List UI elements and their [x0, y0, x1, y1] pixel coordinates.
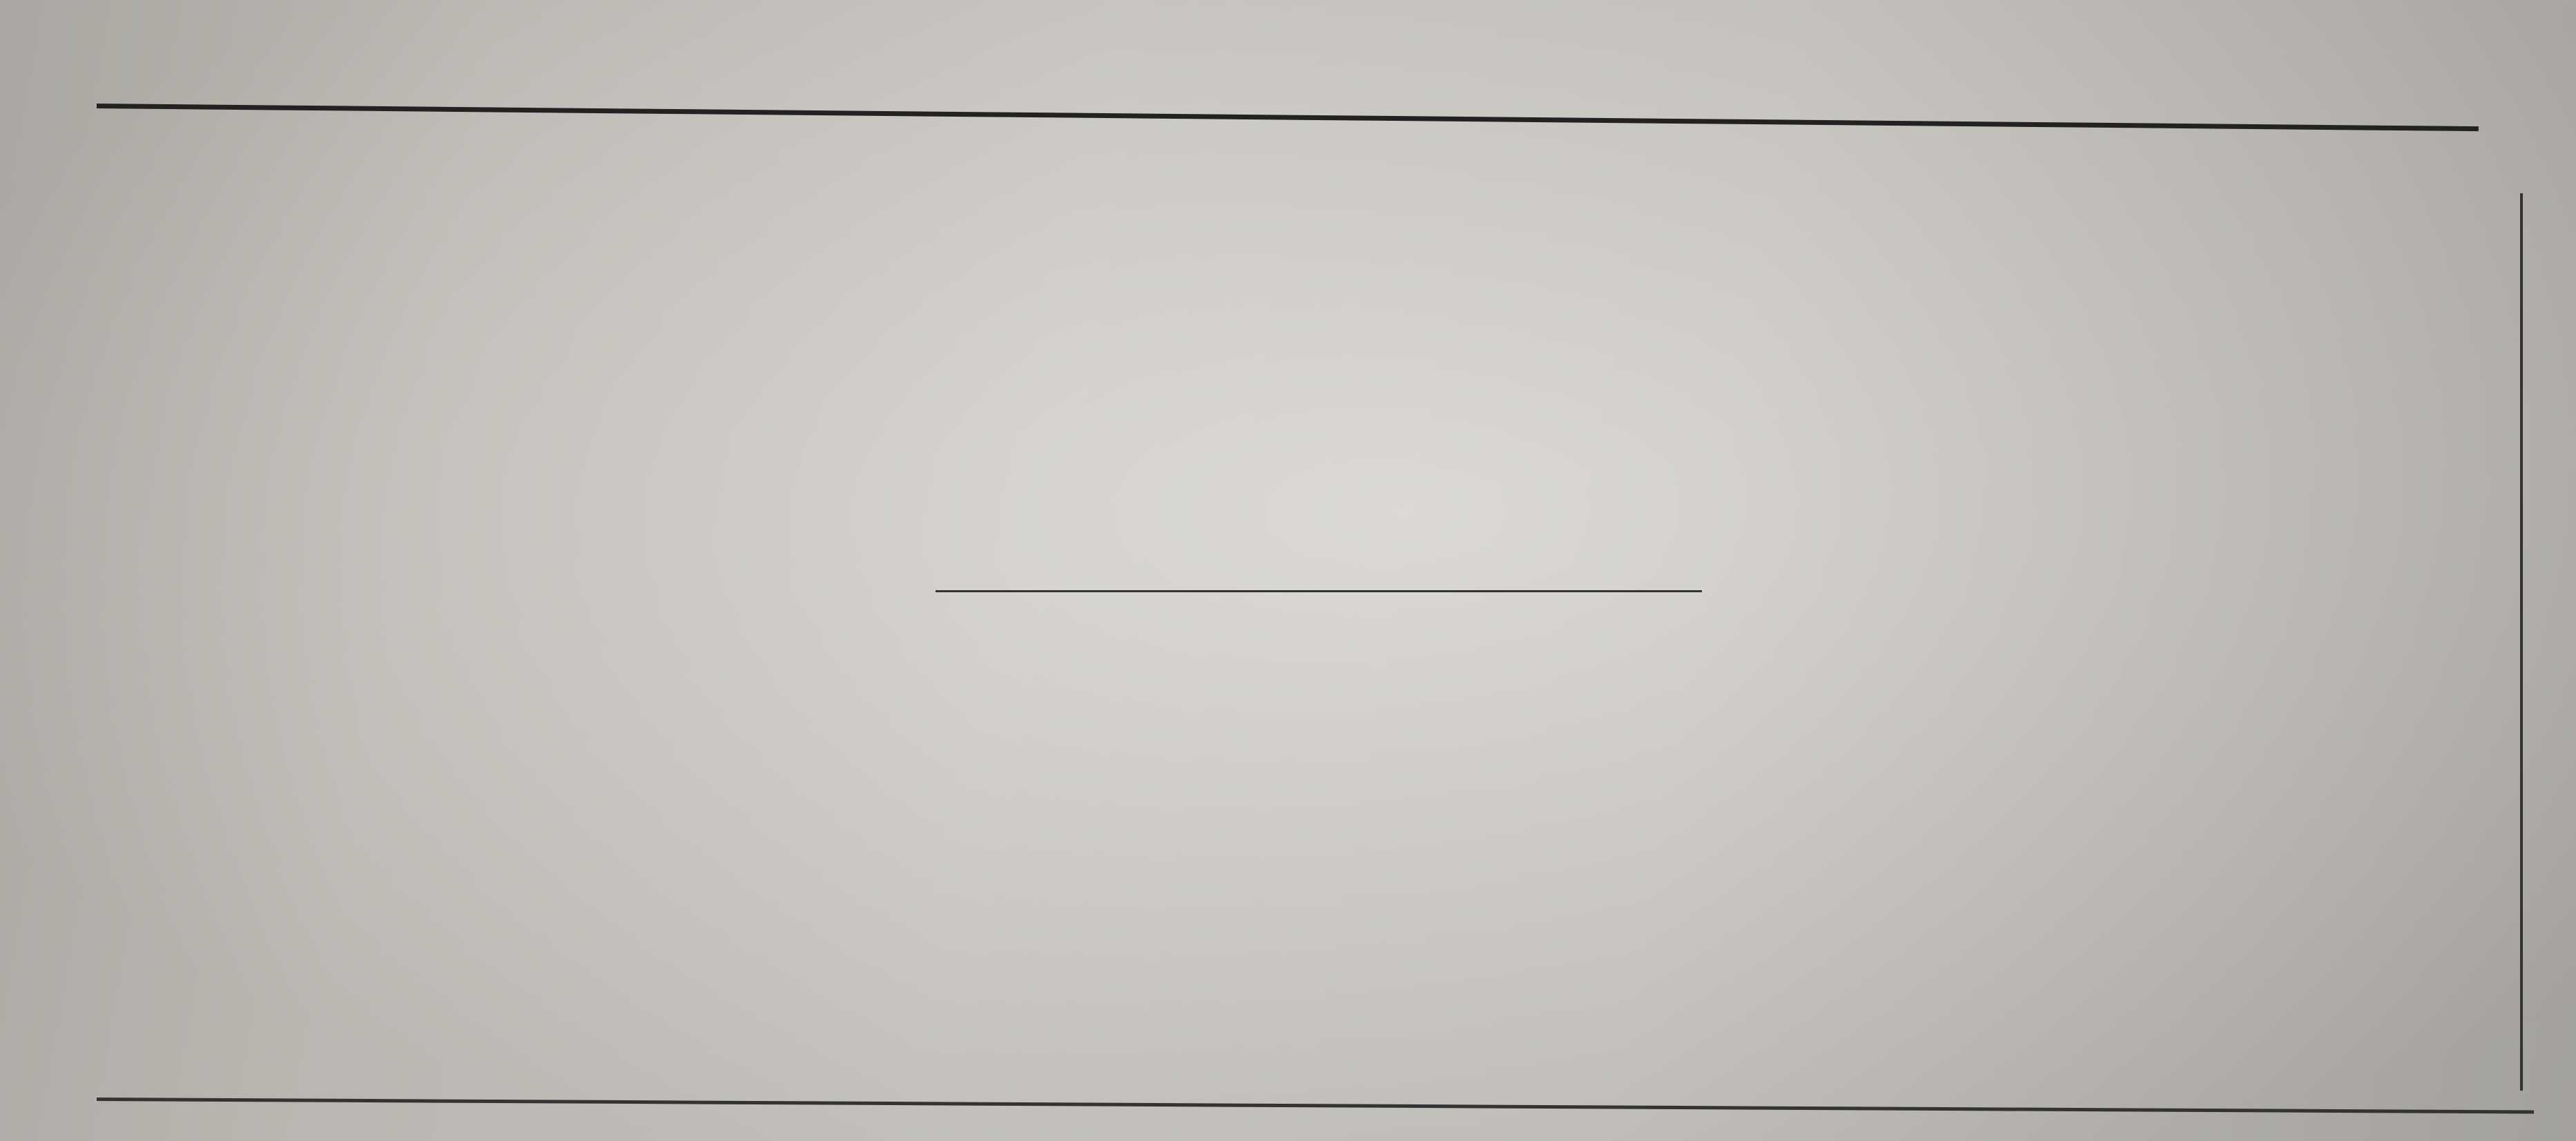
headline-line-2: [90, 142, 2548, 153]
top-rule: [97, 104, 2479, 131]
adjacent-article-border: [2520, 193, 2523, 1091]
bottom-rule: [97, 1098, 2534, 1113]
headline-line-1: [90, 142, 2548, 153]
byline-rule: [936, 590, 1702, 592]
headline: [90, 142, 2548, 153]
